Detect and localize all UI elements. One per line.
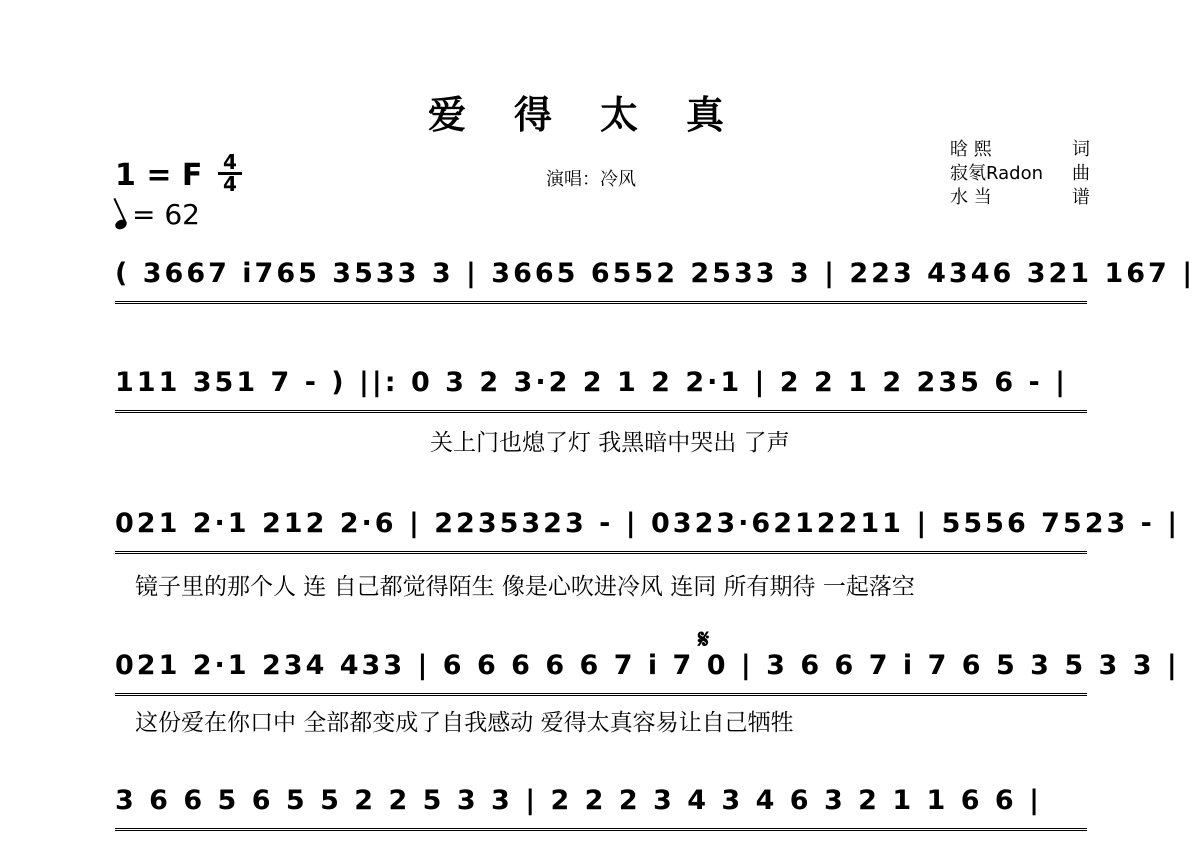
score-row-2: [115, 367, 1087, 413]
segno-sign: 𝄋: [698, 625, 710, 655]
score-row-3: [115, 508, 1181, 554]
transcriber-role: 谱: [1072, 187, 1090, 208]
lyricist-credit: [950, 138, 1090, 162]
key-signature: 1 = F: [115, 158, 203, 193]
singer-credit: 演唱：冷风: [546, 169, 636, 190]
tempo-marking: [115, 198, 200, 231]
score-row-5: [115, 785, 1087, 831]
score-row-5-notes: 3 6 6 5 6 5 5 2 2 5 3 3 | 2 2 2 3 4 3 4 6 3 2 1 1 6 6 |: [115, 785, 1042, 816]
composer-name: 寂氡Radon: [950, 163, 1043, 184]
tempo-value: = 62: [132, 198, 200, 231]
score-row-1: [115, 258, 1196, 304]
score-row-1-notes: ( 3667 i765 3533 3 | 3665 6552 2533 3 | 223 4346 321 167 |: [115, 258, 1196, 289]
composer-role: 曲: [1072, 163, 1090, 184]
quarter-note-icon: [114, 218, 129, 231]
song-title: 爱得太真: [427, 93, 772, 137]
score-row-2-notes: 111 351 7 - ) ||: 0 3 2 3·2 2 1 2 2·1 | 2 2 1 2 235 6 - |: [115, 367, 1068, 398]
lyric-row-2: 关上门也熄了灯 我黑暗中哭出 了声: [430, 430, 790, 456]
score-row-4: [115, 650, 1180, 696]
lyricist-role: 词: [1072, 139, 1090, 160]
score-row-4-notes: 021 2·1 234 433 | 6 6 6 6 6 7 i 7 0 | 3 6 6 7 i 7 6 5 3 5 3 3 |: [115, 650, 1180, 681]
composer-credit: [950, 162, 1090, 186]
time-signature-bottom: 4: [218, 172, 242, 194]
transcriber-name: 水 当: [950, 187, 992, 208]
lyric-row-3: 镜子里的那个人 连 自己都觉得陌生 像是心吹进冷风 连同 所有期待 一起落空: [135, 574, 915, 600]
time-signature-top: 4: [223, 150, 237, 174]
lyric-row-4: 这份爱在你口中 全部都变成了自我感动 爱得太真容易让自己牺牲: [135, 710, 794, 736]
score-row-3-notes: 021 2·1 212 2·6 | 2235323 - | 0323·6212211 | 5556 7523 - |: [115, 508, 1181, 539]
credits-block: [950, 138, 1090, 210]
time-signature: [218, 150, 242, 196]
transcriber-credit: [950, 186, 1090, 210]
lyricist-name: 晗 熙: [950, 139, 992, 160]
